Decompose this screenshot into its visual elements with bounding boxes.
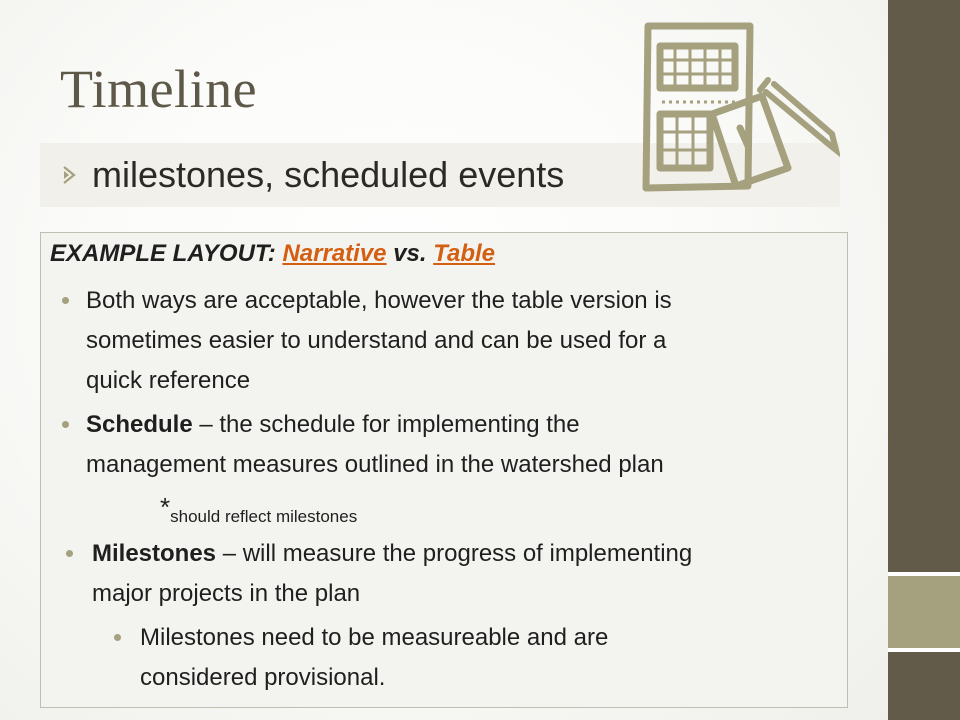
note-text: should reflect milestones xyxy=(170,507,358,526)
milestones-definition: – will measure the progress of implementing xyxy=(216,540,693,567)
sub-bullet-dot xyxy=(114,634,121,641)
bullet-line: major projects in the plan xyxy=(92,580,361,607)
bullet-line: Both ways are acceptable, however the table version is xyxy=(86,287,672,314)
bullet-line: quick reference xyxy=(86,367,251,394)
bullet-dot xyxy=(66,550,73,557)
bullet-line: sometimes easier to understand and can be used for a xyxy=(86,327,667,354)
side-bar-divider xyxy=(888,648,960,652)
versus-label: vs. xyxy=(393,240,427,267)
bullet-line: considered provisional. xyxy=(140,664,386,691)
bullet-text-approaches xyxy=(86,281,672,401)
side-bar-accent-block xyxy=(888,576,960,648)
sub-bullet-text-provisional xyxy=(140,618,608,698)
bullet-line: Milestones need to be measureable and are xyxy=(140,624,609,651)
example-layout-heading xyxy=(50,240,495,268)
bullet-dot xyxy=(62,421,69,428)
example-layout-label: EXAMPLE LAYOUT: xyxy=(50,240,276,267)
note-asterisk: * xyxy=(160,492,171,522)
bullet-dot xyxy=(62,297,69,304)
milestones-term: Milestones xyxy=(92,540,217,567)
bullet-line: management measures outlined in the watershed plan xyxy=(86,451,664,478)
bullet-text-schedule xyxy=(86,405,664,485)
slide-title: Timeline xyxy=(60,59,258,119)
bullet-line xyxy=(92,534,692,574)
bullet-line xyxy=(86,405,664,445)
milestones-note xyxy=(160,492,357,527)
slide-subtitle: milestones, scheduled events xyxy=(92,154,565,195)
arrow-bullet-icon xyxy=(62,164,76,186)
schedule-term: Schedule xyxy=(86,411,193,438)
bullet-text-milestones xyxy=(92,534,692,614)
narrative-link[interactable]: Narrative xyxy=(282,240,387,267)
schedule-definition: – the schedule for implementing the xyxy=(192,411,580,438)
calendar-pencil-icon xyxy=(640,18,840,198)
table-link[interactable]: Table xyxy=(433,240,496,267)
